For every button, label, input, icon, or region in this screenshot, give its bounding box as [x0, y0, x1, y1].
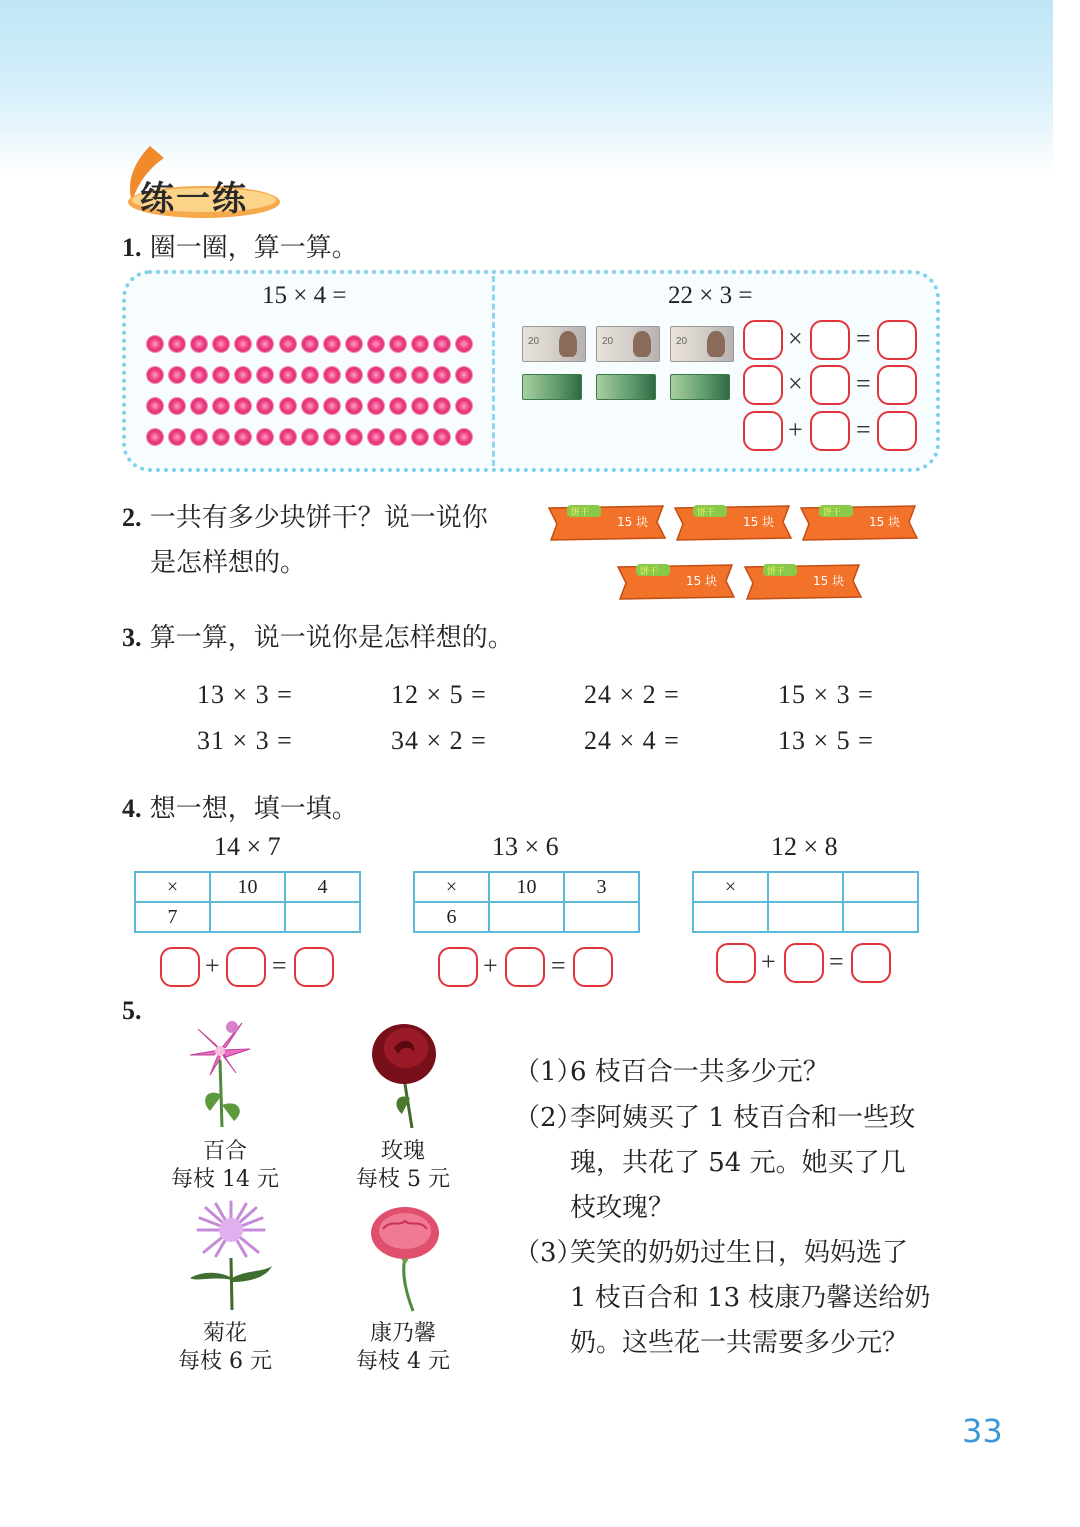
q1-right-equation: 22 × 3 = [668, 282, 753, 309]
answer-box[interactable] [573, 947, 613, 987]
flower-name: 百合 [202, 1139, 247, 1164]
flower-dot-icon [257, 398, 273, 414]
answer-box[interactable] [743, 411, 783, 451]
flower-dot-icon [235, 367, 251, 383]
flower-dot-icon [235, 429, 251, 445]
flower-dot-icon [346, 367, 362, 383]
flower-dot-icon [368, 398, 384, 414]
flower-dot-icon [235, 336, 251, 352]
plus-sign: + [205, 951, 220, 980]
flower-dot-icon [412, 398, 428, 414]
flower-dot-grid [147, 328, 472, 452]
multiplication-table [413, 871, 640, 933]
money-group [522, 326, 734, 412]
equals-sign: = [829, 947, 844, 976]
q5-p3-line: 笑笑的奶奶过生日，妈妈选了 [570, 1238, 909, 1268]
answer-box[interactable] [877, 411, 917, 451]
answer-box[interactable] [505, 947, 545, 987]
flower-dot-icon [324, 367, 340, 383]
flower-dot-icon [434, 367, 450, 383]
flower-dot-icon [412, 429, 428, 445]
biscuit-pack-icon [614, 559, 736, 603]
flower-dot-icon [147, 336, 163, 352]
flower-dot-icon [169, 398, 185, 414]
flower-dot-icon [191, 398, 207, 414]
q5-p3-line: 奶。这些花一共需要多少元？ [570, 1328, 909, 1358]
q4-prompt [122, 788, 358, 825]
calc-item: 12 × 5 = [391, 680, 487, 709]
flower-dot-icon [324, 336, 340, 352]
rose-icon [366, 1018, 442, 1130]
multiplication-table [692, 871, 919, 933]
flower-name: 玫瑰 [380, 1139, 425, 1164]
flower-dot-icon [412, 336, 428, 352]
equals-sign: = [272, 951, 287, 980]
answer-box[interactable] [877, 320, 917, 360]
flower-dot-icon [390, 336, 406, 352]
page-margin [1053, 0, 1080, 1527]
q5-p2-label: （2） [514, 1103, 583, 1133]
flower-name: 康乃馨 [369, 1321, 436, 1346]
equals-sign: = [856, 369, 871, 398]
biscuit-label: 15 块 [813, 574, 845, 588]
flower-dot-icon [169, 429, 185, 445]
q1-prompt [122, 227, 358, 264]
q3-text: 算一算，说一说你是怎样想的。 [149, 623, 514, 653]
flower-dot-icon [302, 429, 318, 445]
q5-p3-line: 1 枝百合和 13 枝康乃馨送给奶 [570, 1283, 931, 1313]
flower-dot-icon [390, 398, 406, 414]
flower-dot-icon [147, 367, 163, 383]
table-cell-input[interactable] [285, 902, 360, 932]
chrysanthemum-icon [186, 1200, 276, 1312]
one-yuan-note-icon [670, 374, 730, 400]
flower-dot-icon [213, 398, 229, 414]
q2-text-line1: 一共有多少块饼干？说一说你 [149, 503, 488, 533]
biscuit-brand: 饼干 [640, 567, 659, 577]
flower-dot-icon [257, 367, 273, 383]
calc-item: 24 × 4 = [584, 726, 680, 755]
flower-dot-icon [434, 429, 450, 445]
multiplication-table [134, 871, 361, 933]
table-cell-input[interactable] [843, 872, 918, 902]
answer-box[interactable] [743, 320, 783, 360]
flower-dot-icon [456, 367, 472, 383]
flower-dot-icon [280, 429, 296, 445]
q5-p2-line: 枝玫瑰？ [570, 1193, 675, 1223]
q3-number: 3. [122, 623, 142, 652]
biscuit-pack-icon [741, 559, 863, 603]
flower-dot-icon [346, 429, 362, 445]
q5-p2-line: 李阿姨买了 1 枝百合和一些玫 [570, 1103, 916, 1133]
dot-row [147, 328, 472, 359]
table-cell: 7 [135, 902, 210, 932]
q1-text: 圈一圈，算一算。 [149, 233, 358, 263]
biscuit-label: 15 块 [686, 574, 718, 588]
answer-box[interactable] [784, 943, 824, 983]
flower-dot-icon [257, 429, 273, 445]
biscuit-label: 15 块 [743, 515, 775, 529]
biscuit-pack-icon [797, 500, 919, 544]
answer-box[interactable] [438, 947, 478, 987]
flower-dot-icon [456, 429, 472, 445]
times-sign: × [788, 324, 803, 353]
flower-dot-icon [324, 398, 340, 414]
equals-sign: = [856, 324, 871, 353]
biscuit-brand: 饼干 [571, 508, 590, 518]
flower-price: 每枝 5 元 [356, 1167, 450, 1192]
flower-dot-icon [302, 398, 318, 414]
table-cell-input[interactable] [843, 902, 918, 932]
table-cell-input[interactable] [693, 902, 768, 932]
flower-dot-icon [302, 367, 318, 383]
q4-number: 4. [122, 794, 142, 823]
table-title: 14 × 7 [214, 832, 281, 861]
flower-dot-icon [147, 429, 163, 445]
calc-item: 24 × 2 = [584, 680, 680, 709]
table-cell-input[interactable] [210, 902, 285, 932]
twenty-yuan-note-icon: 20 [522, 326, 586, 362]
flower-dot-icon [213, 336, 229, 352]
flower-dot-icon [412, 367, 428, 383]
flower-dot-icon [191, 336, 207, 352]
q2-line2: 是怎样想的。 [150, 548, 307, 578]
twenty-yuan-note-icon: 20 [670, 326, 734, 362]
flower-dot-icon [368, 336, 384, 352]
answer-box[interactable] [160, 947, 200, 987]
flower-dot-icon [324, 429, 340, 445]
table-cell: 10 [210, 872, 285, 902]
q2-number: 2. [122, 503, 142, 532]
twenty-yuan-note-icon: 20 [596, 326, 660, 362]
answer-box[interactable] [716, 943, 756, 983]
table-cell-input[interactable] [768, 872, 843, 902]
dot-row [147, 390, 472, 421]
q4-text: 想一想，填一填。 [149, 794, 358, 824]
plus-sign: + [483, 951, 498, 980]
table-cell: × [693, 872, 768, 902]
flower-dot-icon [390, 367, 406, 383]
q2-line1 [122, 497, 488, 534]
flower-dot-icon [368, 367, 384, 383]
one-yuan-note-icon [596, 374, 656, 400]
flower-dot-icon [280, 398, 296, 414]
answer-box[interactable] [877, 365, 917, 405]
flower-dot-icon [434, 398, 450, 414]
equals-sign: = [856, 415, 871, 444]
flower-name: 菊花 [202, 1321, 247, 1346]
biscuit-brand: 饼干 [823, 508, 842, 518]
dot-row [147, 359, 472, 390]
table-cell: 6 [414, 902, 489, 932]
table-title: 12 × 8 [771, 832, 838, 861]
table-title: 13 × 6 [492, 832, 559, 861]
flower-price: 每枝 14 元 [171, 1167, 279, 1192]
answer-box[interactable] [743, 365, 783, 405]
table-cell: 4 [285, 872, 360, 902]
flower-dot-icon [434, 336, 450, 352]
page-number: 33 [962, 1412, 1003, 1450]
calc-item: 13 × 5 = [778, 726, 874, 755]
q5-p1-line: 6 枝百合一共多少元？ [570, 1057, 829, 1087]
answer-box[interactable] [226, 947, 266, 987]
table-cell: 3 [564, 872, 639, 902]
table-cell: × [414, 872, 489, 902]
flower-dot-icon [147, 398, 163, 414]
q5-p3-label: （3） [514, 1238, 583, 1268]
q5-p1-label: （1） [514, 1057, 583, 1087]
flower-dot-icon [346, 336, 362, 352]
answer-box[interactable] [810, 320, 850, 360]
flower-dot-icon [280, 336, 296, 352]
flower-price: 每枝 4 元 [356, 1349, 450, 1374]
flower-dot-icon [456, 336, 472, 352]
biscuit-brand: 饼干 [767, 567, 786, 577]
flower-dot-icon [191, 429, 207, 445]
flower-dot-icon [213, 429, 229, 445]
table-cell: 10 [489, 872, 564, 902]
flower-dot-icon [191, 367, 207, 383]
biscuit-label: 15 块 [869, 515, 901, 529]
q1-left-equation: 15 × 4 = [262, 282, 347, 309]
flower-dot-icon [169, 367, 185, 383]
table-cell-input[interactable] [564, 902, 639, 932]
times-sign: × [788, 369, 803, 398]
flower-dot-icon [456, 398, 472, 414]
biscuit-brand: 饼干 [697, 508, 716, 518]
plus-sign: + [761, 947, 776, 976]
calc-item: 34 × 2 = [391, 726, 487, 755]
biscuit-pack-icon [545, 500, 667, 544]
flower-dot-icon [257, 336, 273, 352]
flower-dot-icon [213, 367, 229, 383]
equals-sign: = [551, 951, 566, 980]
one-yuan-note-icon [522, 374, 582, 400]
table-cell-input[interactable] [768, 902, 843, 932]
plus-sign: + [788, 415, 803, 444]
biscuit-label: 15 块 [617, 515, 649, 529]
biscuit-pack-icon [671, 500, 793, 544]
answer-box[interactable] [810, 365, 850, 405]
panel-divider [492, 276, 495, 466]
flower-dot-icon [368, 429, 384, 445]
calc-item: 13 × 3 = [197, 680, 293, 709]
q5-number: 5. [122, 996, 142, 1025]
calc-item: 31 × 3 = [197, 726, 293, 755]
q3-prompt [122, 617, 514, 654]
table-cell: × [135, 872, 210, 902]
flower-dot-icon [346, 398, 362, 414]
answer-box[interactable] [294, 947, 334, 987]
flower-dot-icon [280, 367, 296, 383]
flower-dot-icon [235, 398, 251, 414]
dot-row [147, 421, 472, 452]
q1-number: 1. [122, 233, 142, 262]
table-cell-input[interactable] [489, 902, 564, 932]
flower-dot-icon [390, 429, 406, 445]
carnation-icon [367, 1205, 447, 1312]
q5-p2-line: 瑰，共花了 54 元。她买了几 [570, 1148, 906, 1178]
answer-box[interactable] [851, 943, 891, 983]
flower-dot-icon [169, 336, 185, 352]
section-title: 练一练 [140, 179, 248, 219]
calc-item: 15 × 3 = [778, 680, 874, 709]
answer-box[interactable] [810, 411, 850, 451]
lily-icon [180, 1015, 260, 1130]
flower-price: 每枝 6 元 [178, 1349, 272, 1374]
flower-dot-icon [302, 336, 318, 352]
